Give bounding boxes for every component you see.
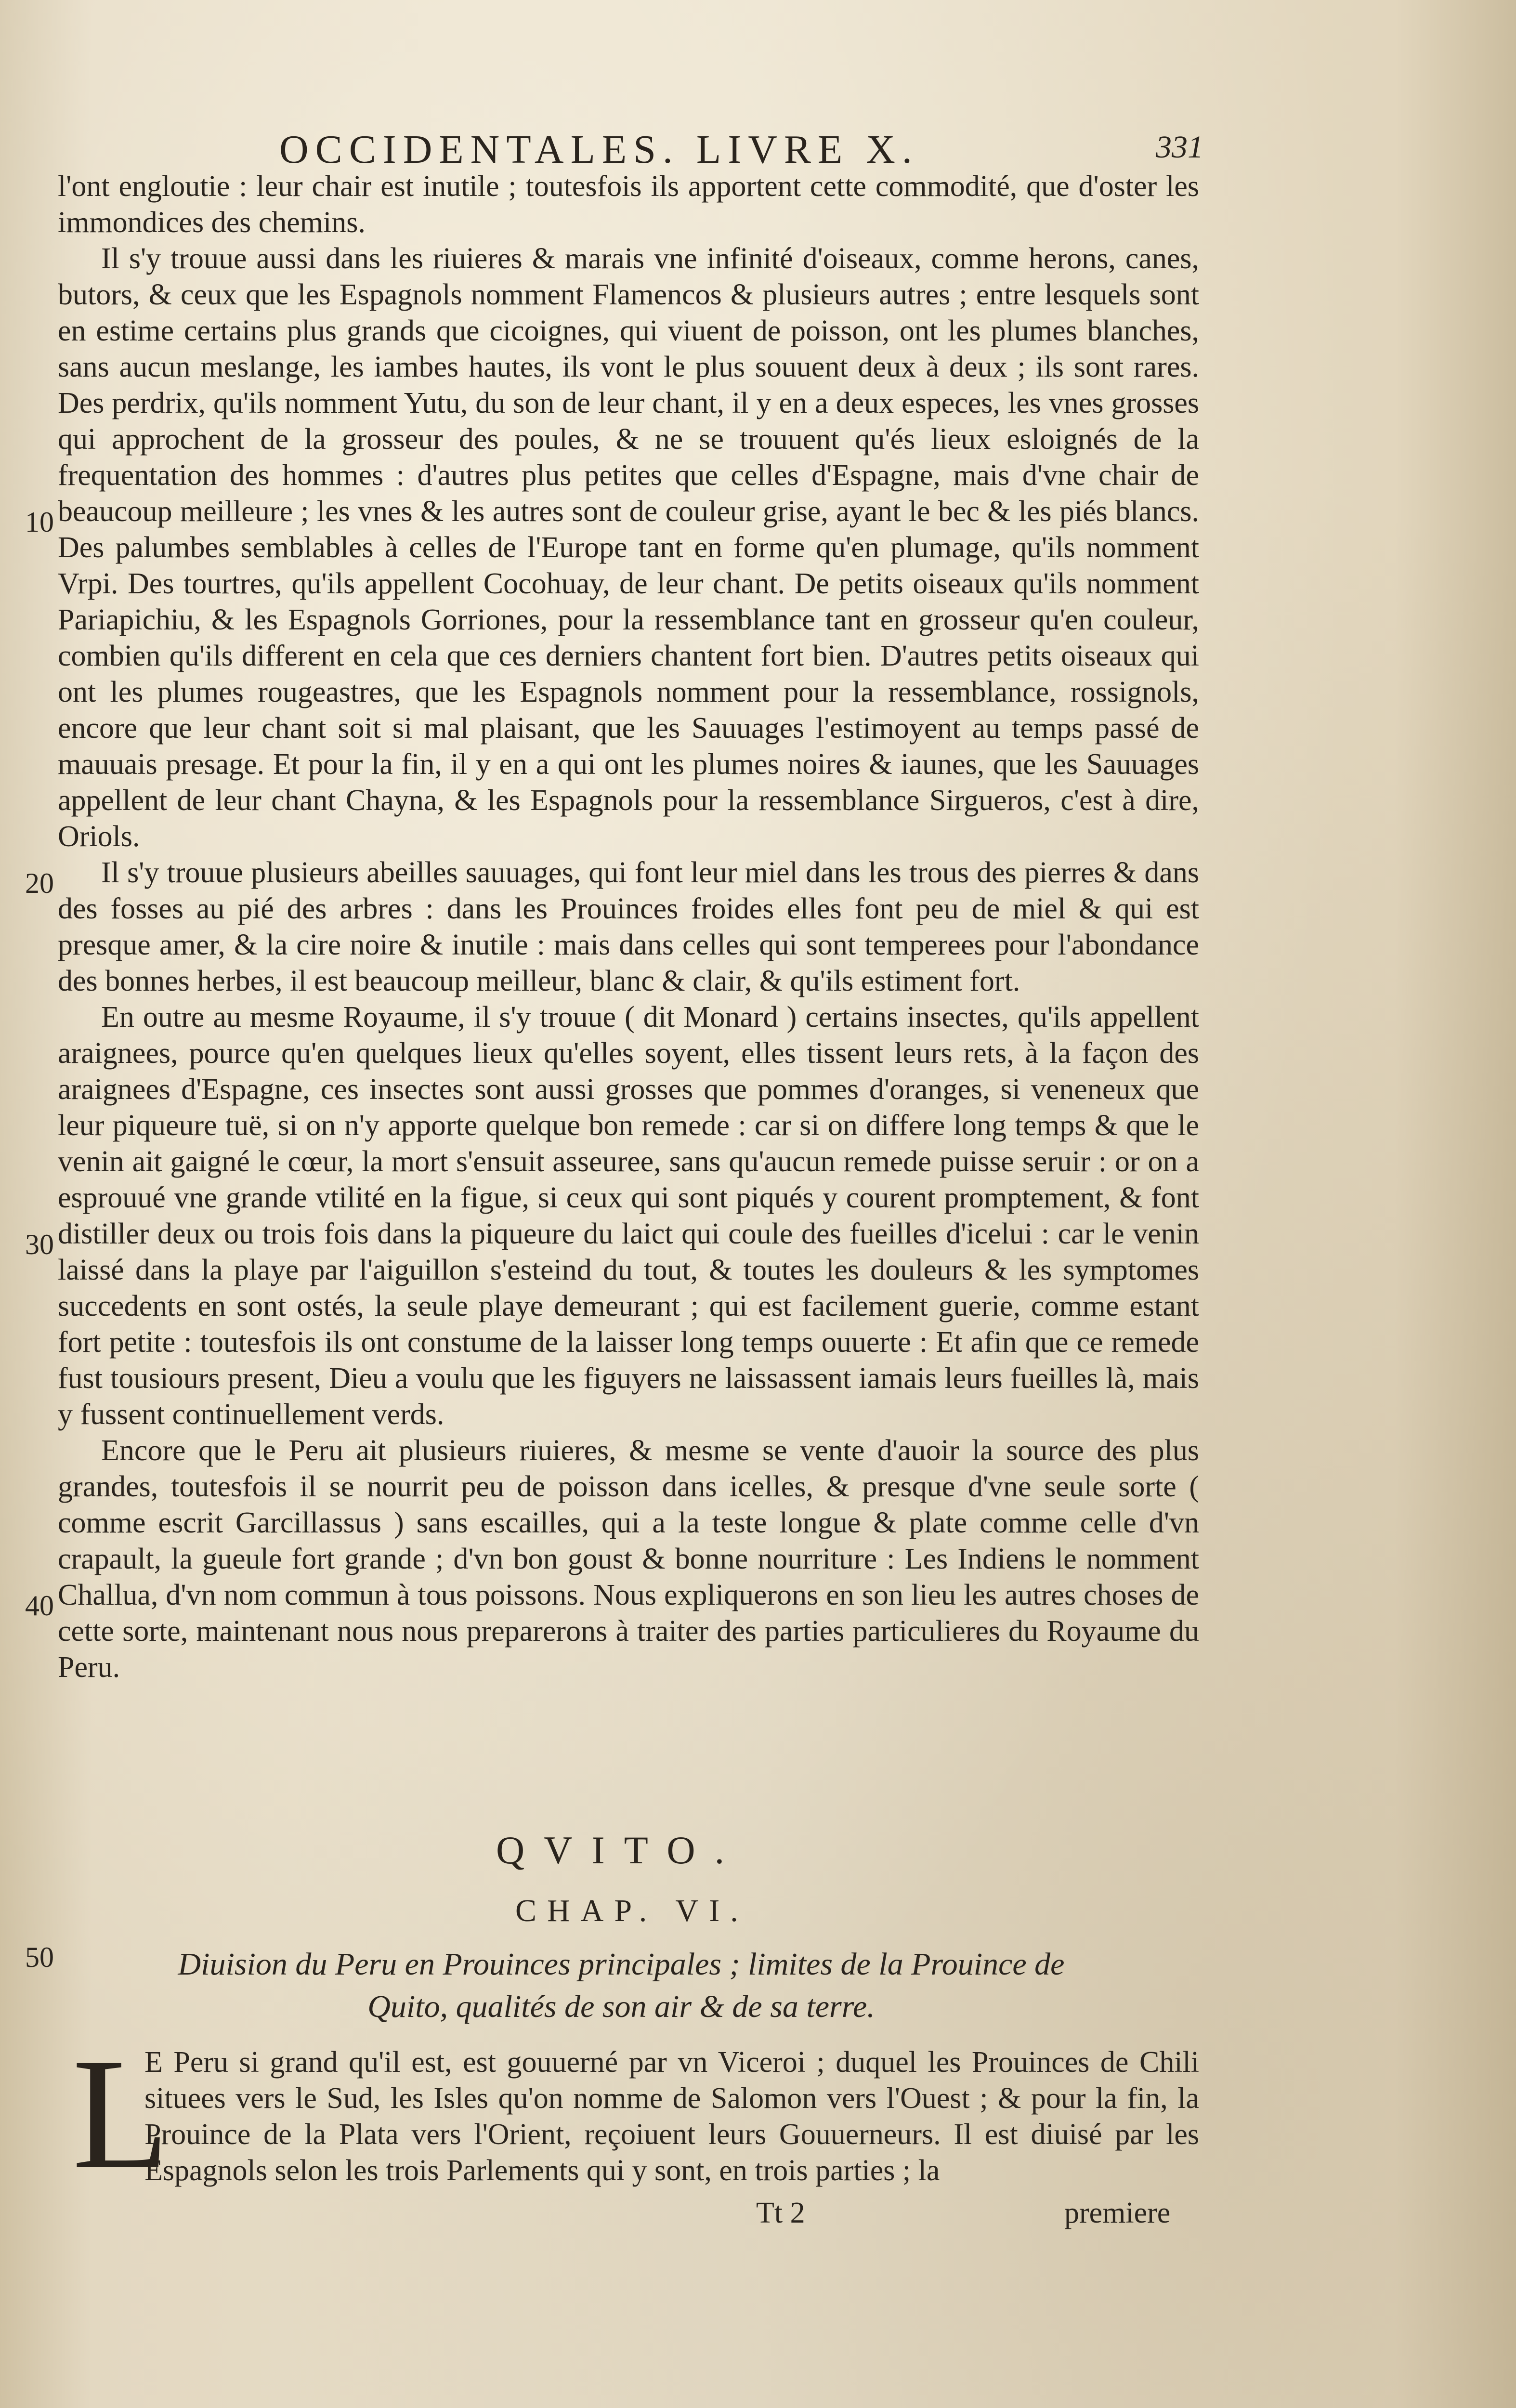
line-number-10: 10: [25, 506, 54, 538]
signature-mark: Tt 2: [756, 2197, 805, 2229]
line-number-20: 20: [25, 867, 54, 899]
catchword: premiere: [1064, 2197, 1171, 2229]
running-head: OCCIDENTALES. LIVRE X.: [279, 127, 919, 172]
line-number-30: 30: [25, 1229, 54, 1260]
main-text: [58, 169, 1199, 1686]
chapter-summary-line-1: Diuision du Peru en Prouinces principales ; limites de la Prouince de: [178, 1947, 1065, 1982]
drop-cap: L: [72, 2026, 170, 2202]
line-number-40: 40: [25, 1590, 54, 1622]
chapter-summary-line-2: Quito, qualités de son air & de sa terre.: [367, 1989, 875, 2024]
paragraph-spiders: En outre au mesme Royaume, il s'y trouue ( dit Monard ) certains insectes, qu'ils appellent araignees, pource qu'en quelques lieux qu'elles soyent, elles tissent leurs rets, à la façon des araignees d'Espagne, ces insectes sont aussi grosses que pommes d'oranges, si veneneux que leur piqueure tuë, si on n'y apporte quelque bon remede : car si on differe long temps & que le venin ait gaigné le cœur, la mort s'ensuit asseuree, sans qu'aucun remede puisse seruir : or on a esprouué vne grande vtilité en la figue, si ceux qui sont piqués y courent promptement, & font distiller deux ou trois fois dans la piqueure du laict qui coule des fueilles d'icelui : car le venin laissé dans la playe par l'aiguillon s'esteind du tout, & toutes les douleurs & les symptomes succedents en sont ostés, la seule playe demeurant ; qui est facilement guerie, comme estant fort petite : toutesfois ils ont constume de la laisser long temps ouuerte : Et afin que ce remede fust tousiours present, Dieu a voulu que les figuyers ne laissassent iamais leurs fueilles là, mais y fussent continuellement verds.: [58, 1001, 1199, 1431]
chapter-heading: CHAP. VI.: [515, 1893, 749, 1928]
section-title: QVITO.: [496, 1828, 744, 1872]
paragraph-fish: Encore que le Peru ait plusieurs riuieres, & mesme se vente d'auoir la source des plus grandes, toutesfois il se nourrit peu de poisson dans icelles, & presque d'vne seule sorte ( comme escrit Garcillassus ) sans escailles, qui a la teste longue & plate comme celle d'vn crapault, la gueule fort grande ; d'vn bon goust & bonne nourriture : Les Indiens le nomment Challua, d'vn nom commun à tous poissons. Nous expliquerons en son lieu les autres choses de cette sorte, maintenant nous nous preparerons à traiter des parties particulieres du Royaume du Peru.: [58, 1434, 1199, 1684]
page-number: 331: [1156, 130, 1203, 165]
paragraph-bees: Il s'y trouue plusieurs abeilles sauuages, qui font leur miel dans les trous des pierres & dans des fosses au pié des arbres : dans les Prouinces froides elles font peu de miel & qui est presque amer, & la cire noire & inutile : mais dans celles qui sont temperees pour l'abondance des bonnes herbes, il est beaucoup meilleur, blanc & clair, & qu'ils estiment fort.: [58, 856, 1199, 997]
paragraph-vultures: l'ont engloutie : leur chair est inutile ; toutesfois ils apportent cette commodité, que d'oster les immondices des chemins.: [58, 170, 1199, 239]
line-number-50: 50: [25, 1941, 54, 1973]
paragraph-birds: Il s'y trouue aussi dans les riuieres & marais vne infinité d'oiseaux, comme herons, canes, butors, & ceux que les Espagnols nomment Flamencos & plusieurs autres ; entre lesquels sont en estime certains plus grands que cicoignes, qui viuent de poisson, ont les plumes blanches, sans aucun meslange, les iambes hautes, ils vont le plus souuent deux à deux ; ils sont rares. Des perdrix, qu'ils nomment Yutu, du son de leur chant, il y en a deux especes, les vnes grosses qui approchent de la grosseur des poules, & ne se trouuent qu'és lieux esloignés de la frequentation des hommes : d'autres plus petites que celles d'Espagne, mais d'vne chair de beaucoup meilleure ; les vnes & les autres sont de couleur grise, ayant le bec & les piés blancs. Des palumbes semblables à celles de l'Europe tant en forme qu'en plumage, qu'ils nomment Vrpi. Des tourtres, qu'ils appellent Cocohuay, de leur chant. De petits oiseaux qu'ils nomment Pariapichiu, & les Espagnols Gorriones, pour la ressemblance tant en grosseur qu'en couleur, combien qu'ils different en cela que ces derniers chantent fort bien. D'autres petits oiseaux qui ont les plumes rougeastres, que les Espagnols nomment pour la ressemblance, rossignols, encore que leur chant soit si mal plaisant, que les Sauuages l'estimoyent au temps passé de mauuais presage. Et pour la fin, il y en a qui ont les plumes noires & iaunes, que les Sauuages appellent de leur chant Chayna, & les Espagnols pour la ressemblance Sirgueros, c'est à dire, Oriols.: [58, 242, 1199, 853]
chapter-summary: [144, 1943, 1098, 2028]
chapter-text: E Peru si grand qu'il est, est gouuerné par vn Viceroi ; duquel les Prouinces de Chili situees vers le Sud, les Isles qu'on nomme de Salomon vers l'Ouest ; & pour la fin, la Prouince de la Plata vers l'Orient, reçoiuent leurs Gouuerneurs. Il est diuisé par les Espagnols selon les trois Parlements qui y sont, en trois parties ; la: [144, 2046, 1199, 2187]
